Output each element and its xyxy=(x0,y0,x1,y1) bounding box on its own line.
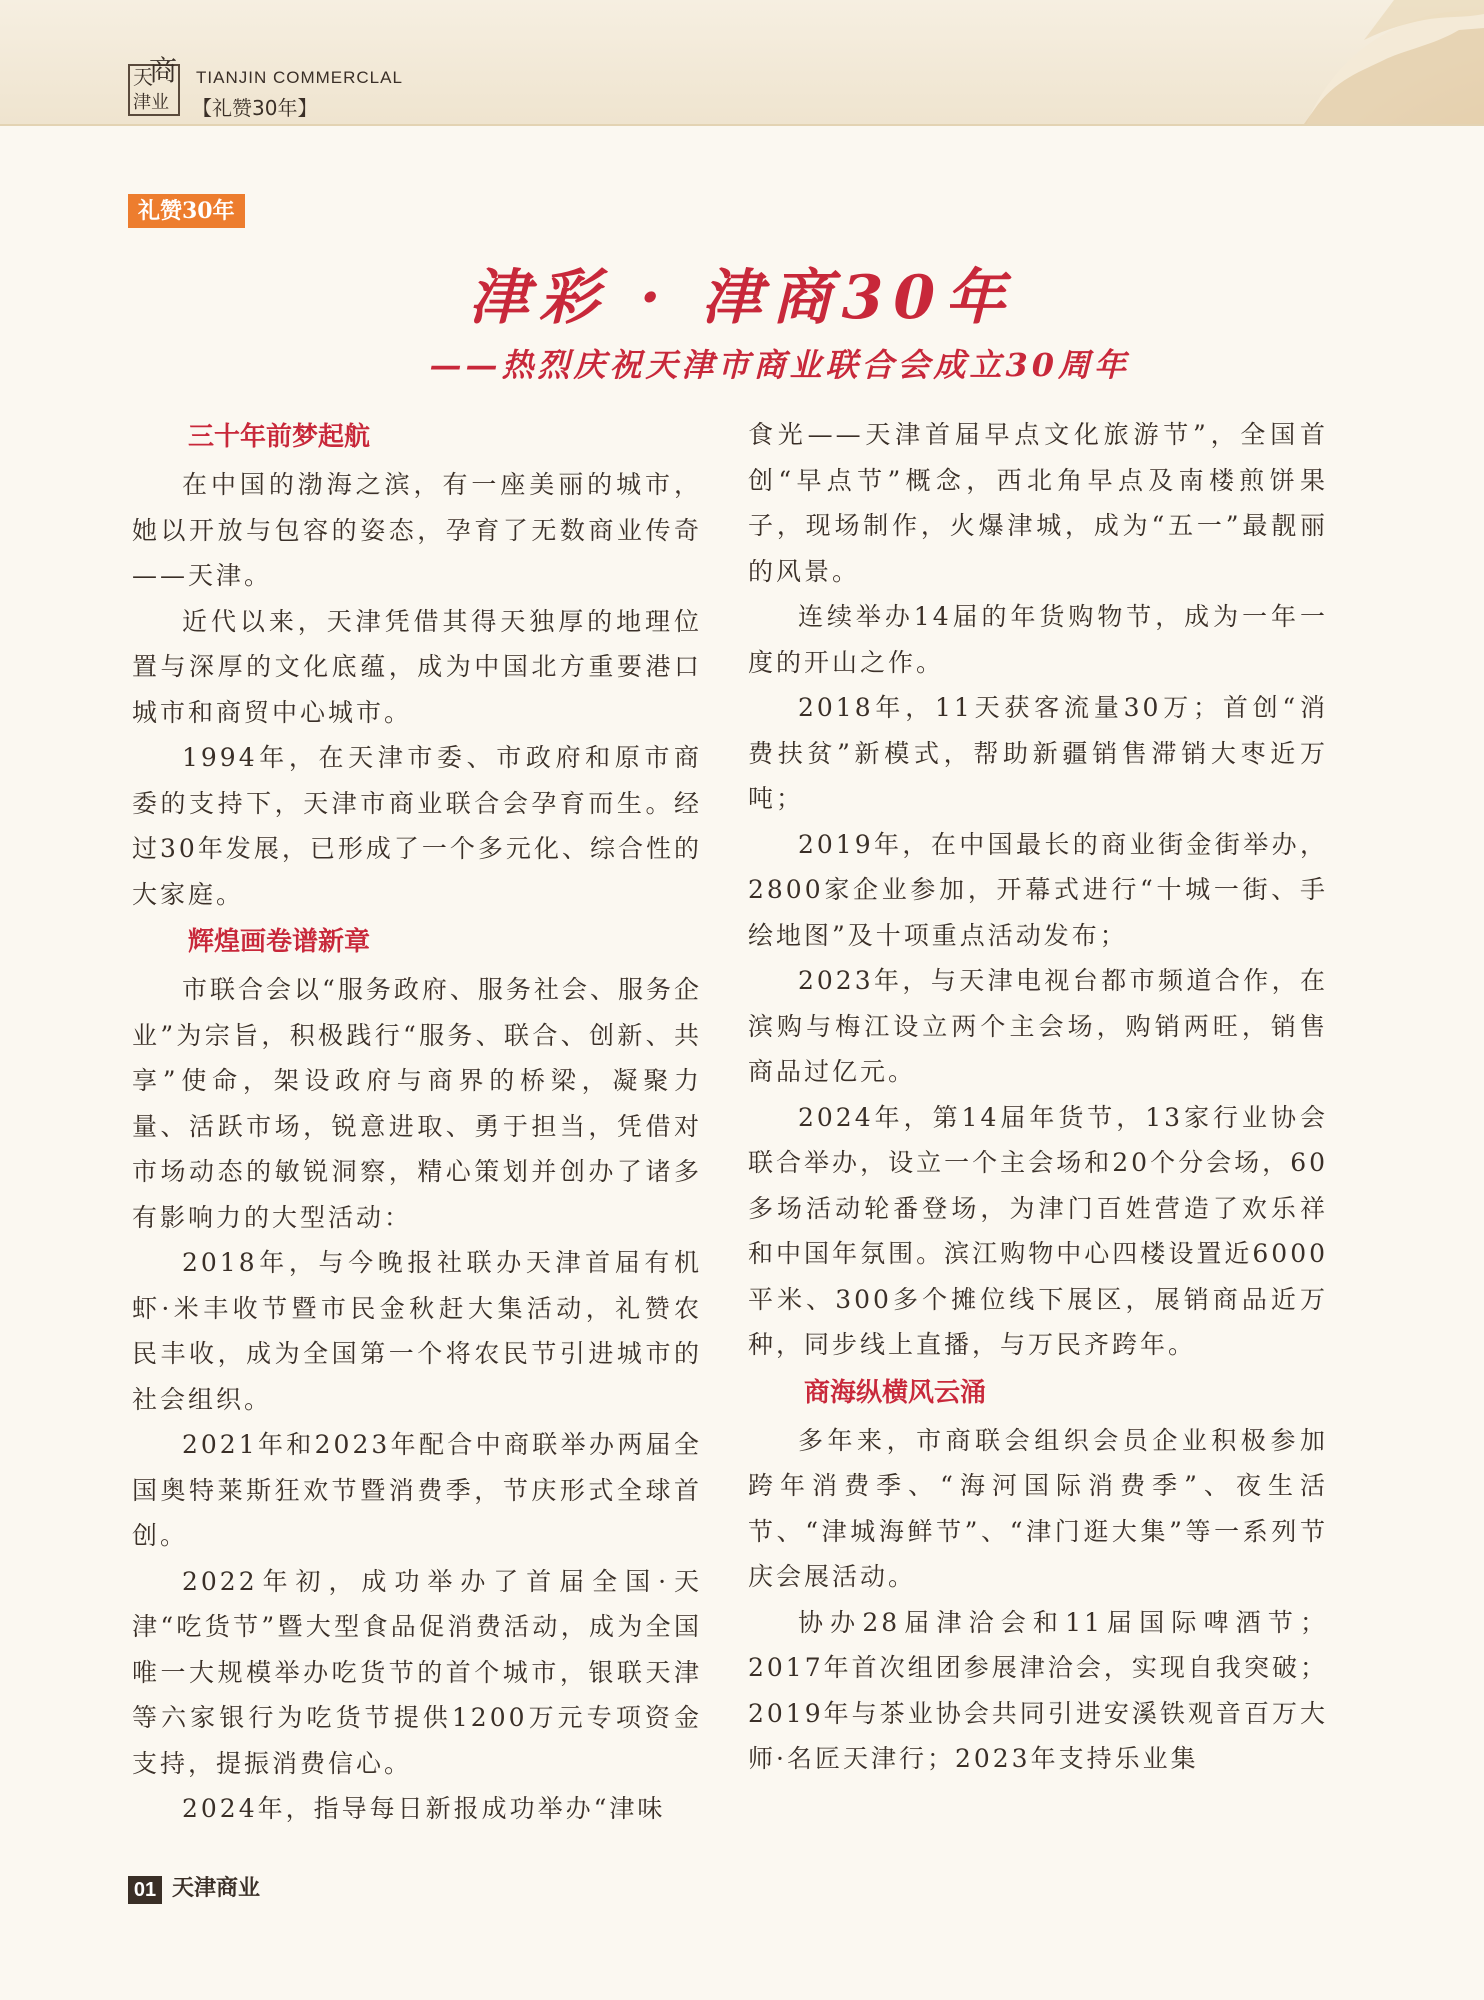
magazine-name: 天津商业 xyxy=(172,1876,261,1901)
paragraph: 2024年，第14届年货节，13家行业协会联合举办，设立一个主会场和20个分会场，60多场活动轮番登场，为津门百姓营造了欢乐祥和中国年氛围。滨江购物中心四楼设置近6000平米、300多个摊位线下展区，展销商品近万种，同步线上直播，与万民齐跨年。 xyxy=(748,1102,1328,1359)
column-name: 【礼赞30年】 xyxy=(192,96,318,120)
section-heading: 辉煌画卷谱新章 xyxy=(188,927,371,957)
paragraph: 1994年，在天津市委、市政府和原市商委的支持下，天津市商业联合会孕育而生。经过30年发展，已形成了一个多元化、综合性的大家庭。 xyxy=(132,743,702,909)
logo-char-top: 天 xyxy=(133,65,153,89)
article-subtitle: ——热烈庆祝天津市商业联合会成立30周年 xyxy=(429,346,1130,384)
paragraph: 连续举办14届的年货购物节，成为一年一度的开山之作。 xyxy=(748,602,1328,677)
logo-char-big: 商 xyxy=(148,54,177,87)
paragraph: 2021年和2023年配合中商联举办两届全国奥特莱斯狂欢节暨消费季，节庆形式全球首创。 xyxy=(132,1430,702,1550)
paragraph: 2018年，与今晚报社联办天津首届有机虾·米丰收节暨市民金秋赶大集活动，礼赞农民丰收，成为全国第一个将农民节引进城市的社会组织。 xyxy=(132,1248,702,1414)
magazine-logo xyxy=(128,54,180,116)
brand-english: TIANJIN COMMERCLAL xyxy=(196,68,403,87)
paragraph: 近代以来，天津凭借其得天独厚的地理位置与深厚的文化底蕴，成为中国北方重要港口城市和商贸中心城市。 xyxy=(132,606,702,727)
paragraph: 多年来，市商联会组织会员企业积极参加跨年消费季、“海河国际消费季”、夜生活节、“津城海鲜节”、“津门逛大集”等一系列节庆会展活动。 xyxy=(748,1425,1328,1591)
page-number: 01 xyxy=(128,1876,162,1904)
paragraph: 2018年，11天获客流量30万；首创“消费扶贫”新模式，帮助新疆销售滞销大枣近万吨； xyxy=(748,693,1328,813)
paragraph: 2022年初，成功举办了首届全国·天津“吃货节”暨大型食品促消费活动，成为全国唯一大规模举办吃货节的首个城市，银联天津等六家银行为吃货节提供1200万元专项资金支持，提振消费信心。 xyxy=(132,1566,702,1778)
paragraph: 在中国的渤海之滨，有一座美丽的城市，她以开放与包容的姿态，孕育了无数商业传奇——天津。 xyxy=(132,470,702,590)
left-column xyxy=(132,412,702,1832)
paragraph: 食光——天津首届早点文化旅游节”，全国首创“早点节”概念，西北角早点及南楼煎饼果子，现场制作，火爆津城，成为“五一”最靓丽的风景。 xyxy=(748,420,1328,586)
section-heading: 商海纵横风云涌 xyxy=(804,1377,987,1408)
globe-decoration xyxy=(1244,0,1484,124)
paragraph: 市联合会以“服务政府、服务社会、服务企业”为宗旨，积极践行“服务、联合、创新、共享”使命，架设政府与商界的桥梁，凝聚力量、活跃市场，锐意进取、勇于担当，凭借对市场动态的敏锐洞察，精心策划并创办了诸多有影响力的大型活动： xyxy=(132,975,702,1232)
section-tag: 礼赞30年 xyxy=(128,194,245,228)
paragraph: 2019年，在中国最长的商业街金街举办，2800家企业参加，开幕式进行“十城一街、手绘地图”及十项重点活动发布； xyxy=(748,829,1328,950)
paragraph: 2024年，指导每日新报成功举办“津味 xyxy=(182,1794,666,1823)
article-title: 津彩 · 津商30年 xyxy=(468,263,1016,333)
paragraph: 协办28届津洽会和11届国际啤酒节；2017年首次组团参展津洽会，实现自我突破；2019年与茶业协会共同引进安溪铁观音百万大师·名匠天津行；2023年支持乐业集 xyxy=(748,1607,1328,1773)
section-heading: 三十年前梦起航 xyxy=(188,422,371,452)
right-column xyxy=(748,412,1328,1782)
paragraph: 2023年，与天津电视台都市频道合作，在滨购与梅江设立两个主会场，购销两旺，销售商品过亿元。 xyxy=(748,966,1328,1086)
logo-char-bottom: 津业 xyxy=(133,92,169,113)
